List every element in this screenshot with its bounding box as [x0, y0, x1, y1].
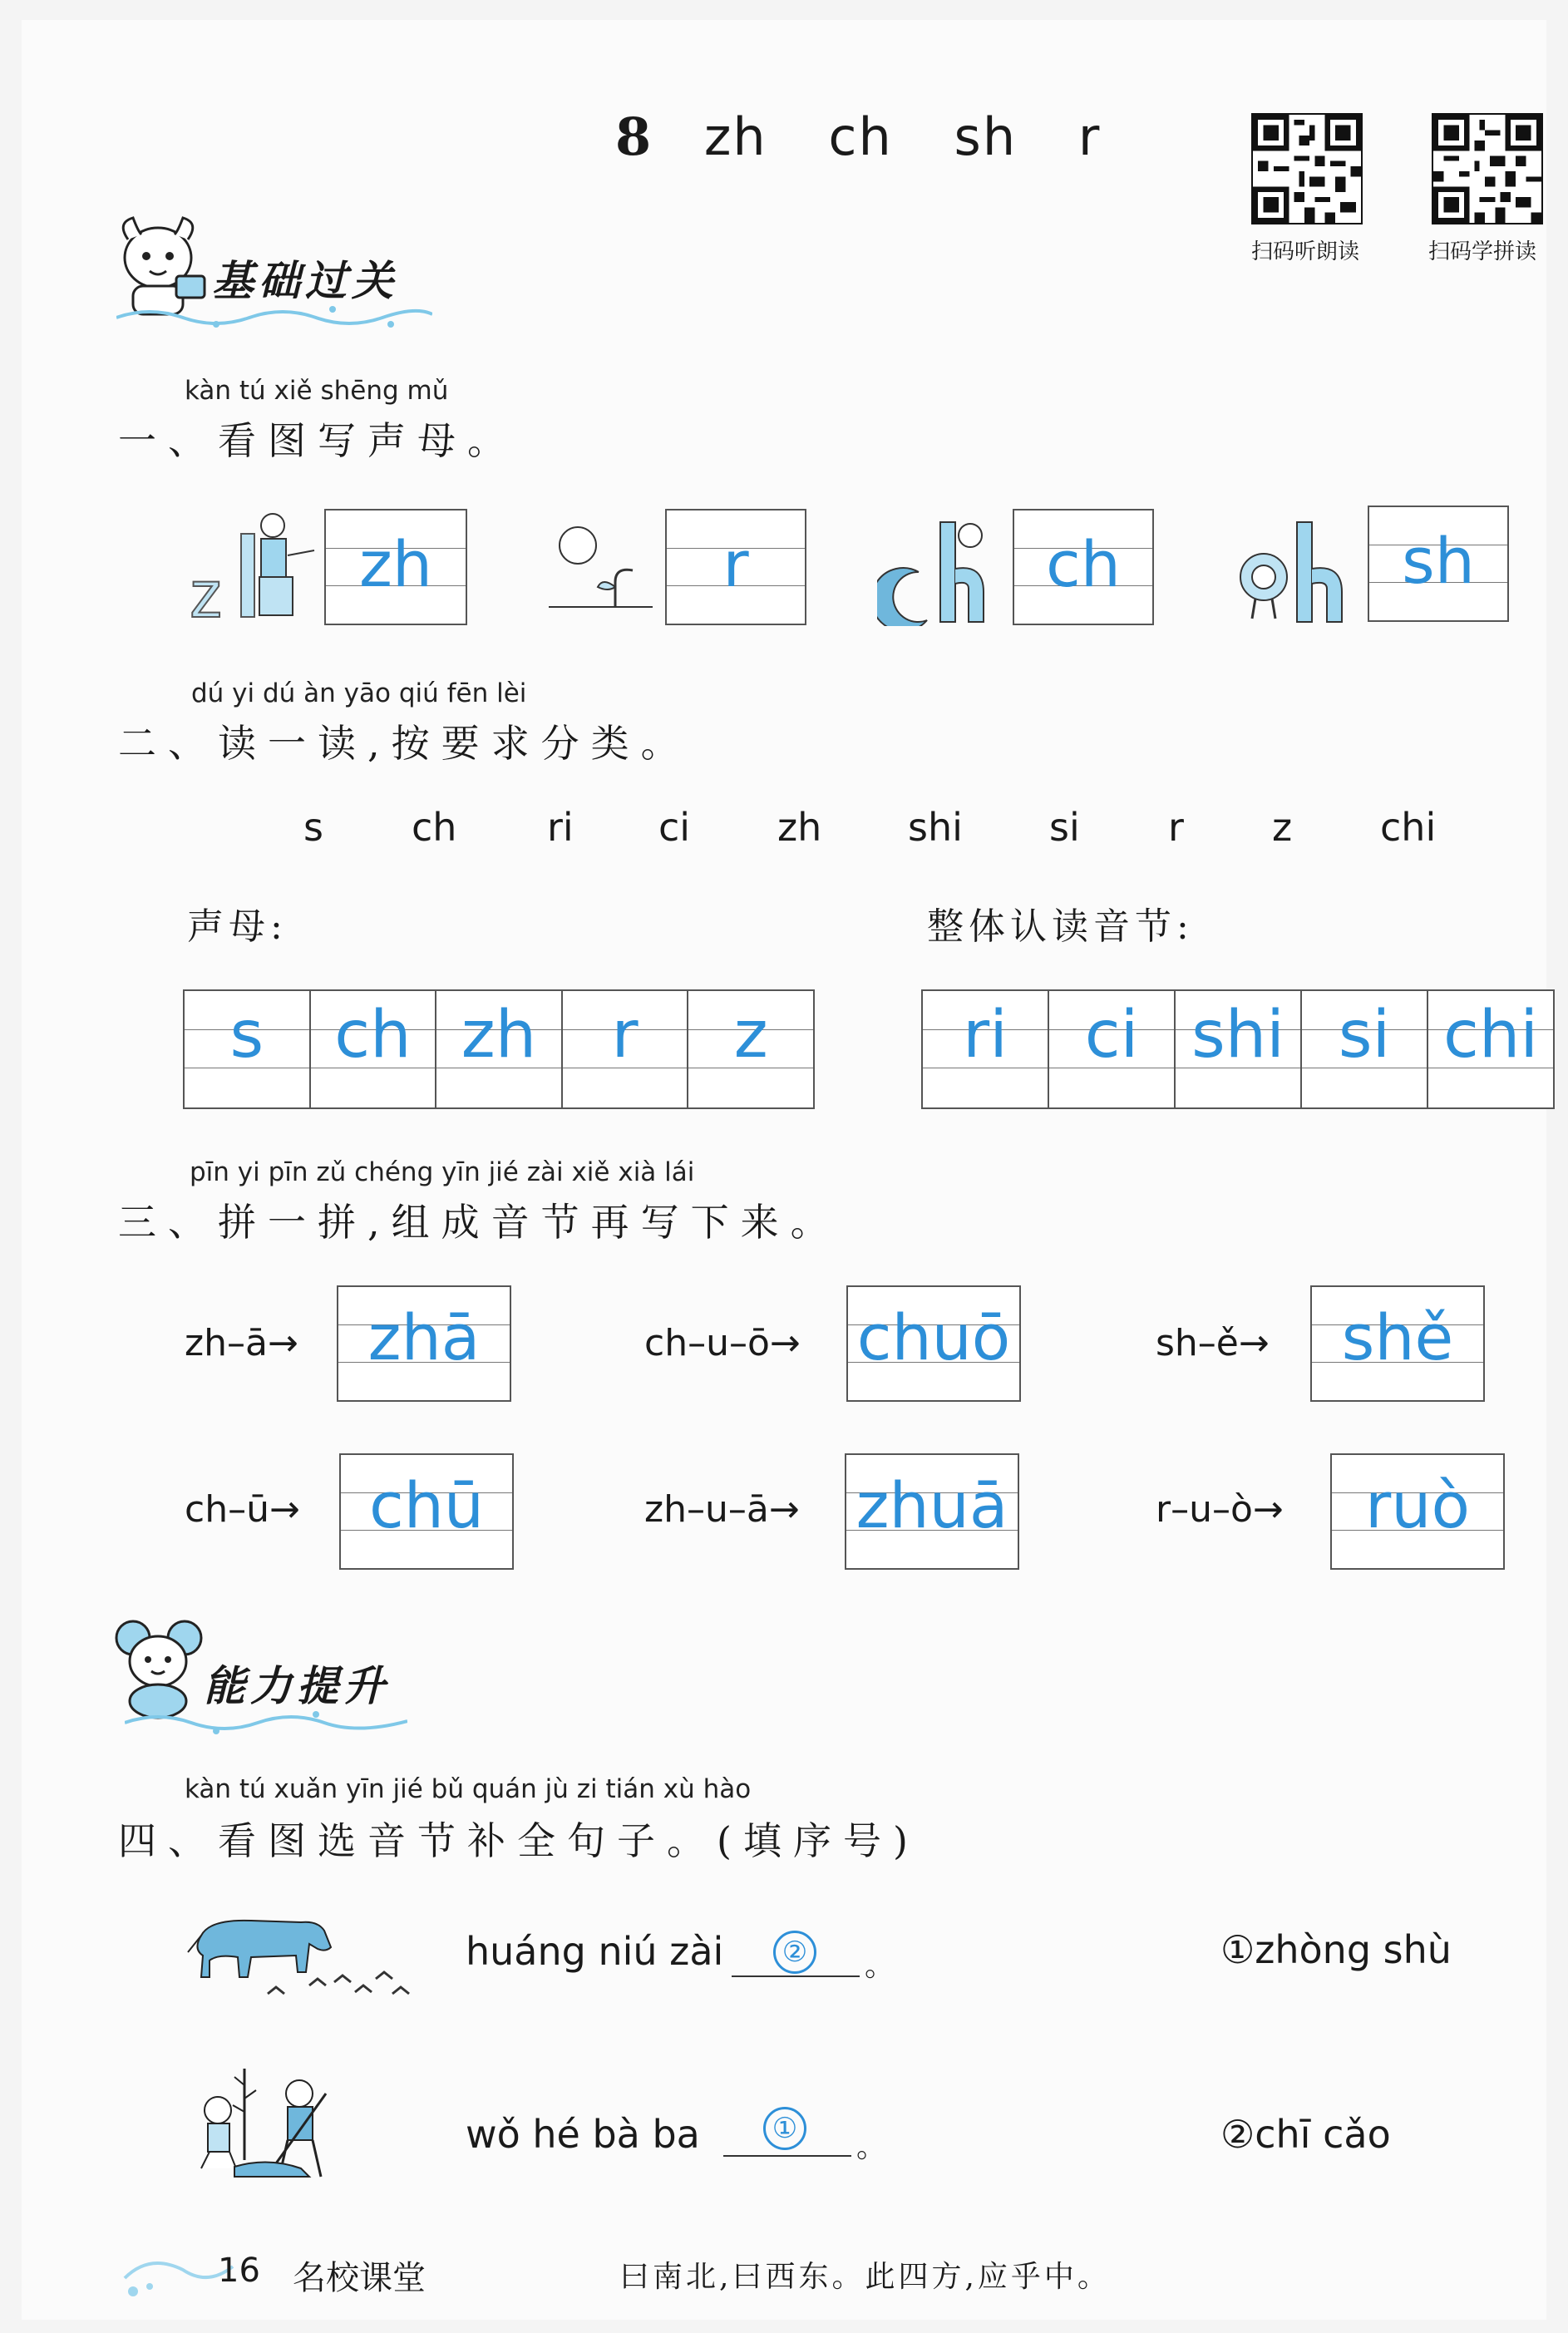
section-advanced-title: 能力提升 — [204, 1661, 390, 1710]
cow-grazing-picture — [185, 1902, 426, 2010]
q2-whole-cell[interactable] — [923, 991, 1049, 1107]
qr-code-listen[interactable] — [1251, 113, 1363, 224]
q4-pinyin: kàn tú xuǎn yīn jié bǔ quán jù zi tián xù hào — [185, 1774, 752, 1804]
q3-answer: ruò — [1365, 1468, 1470, 1542]
q3-equation: sh–ě→ — [1156, 1322, 1270, 1364]
q2-syllable: z — [1272, 805, 1293, 850]
q2-syllable: si — [1049, 805, 1080, 850]
q2-initials-cell[interactable] — [311, 991, 437, 1107]
q1-answer-box[interactable] — [1368, 506, 1509, 622]
q2-initials-grid[interactable] — [183, 989, 815, 1109]
q4-answer: ① — [763, 2107, 806, 2150]
q2-syllable: shi — [908, 805, 963, 850]
book-brand: 名校课堂 — [293, 2259, 426, 2297]
q4-option: ①zhòng shù — [1220, 1927, 1452, 1972]
q2-initials-cell[interactable] — [185, 991, 311, 1107]
q1-answer: r — [722, 527, 749, 601]
title-initial: r — [1077, 106, 1102, 167]
q2-whole-answer: ci — [1084, 998, 1139, 1073]
q2-syllable: s — [303, 805, 323, 850]
q2-whole-answer: ri — [963, 998, 1008, 1073]
q4-sentence-end: 。 — [856, 2130, 887, 2164]
q3-answer: zhā — [367, 1300, 481, 1374]
q3-answer: chuō — [856, 1300, 1011, 1374]
q2-whole-cell[interactable] — [1302, 991, 1428, 1107]
q2-initials-cell[interactable] — [436, 991, 563, 1107]
q2-initials-answer: z — [733, 998, 768, 1073]
q3-answer-box[interactable] — [1310, 1285, 1485, 1402]
q2-whole-syllable-grid[interactable] — [921, 989, 1555, 1109]
q1-answer-box[interactable] — [1013, 509, 1154, 625]
q3-answer: shě — [1341, 1300, 1454, 1374]
q3-equation: zh–u–ā→ — [644, 1488, 800, 1531]
sunrise-sprout-r-picture — [545, 515, 661, 624]
q2-whole-answer: chi — [1443, 998, 1538, 1073]
q2-syllable: ri — [547, 805, 574, 850]
q2-prompt: 二、读一读,按要求分类。 — [118, 721, 691, 766]
wave-decoration — [116, 299, 432, 333]
q2-whole-cell[interactable] — [1176, 991, 1302, 1107]
q2-syllable-list — [0, 805, 1568, 855]
q3-answer: chū — [368, 1468, 485, 1542]
q3-equation: zh–ā→ — [185, 1322, 298, 1364]
q1-answer: zh — [358, 527, 433, 601]
q2-syllable: ch — [412, 805, 457, 850]
q4-sentence-end: 。 — [865, 1949, 895, 1983]
qr-caption-listen: 扫码听朗读 — [1251, 239, 1360, 264]
q2-whole-cell[interactable] — [1049, 991, 1176, 1107]
q2-initials-answer: ch — [334, 998, 412, 1073]
q3-answer: zhuā — [855, 1468, 1008, 1542]
q3-equation: ch–ū→ — [185, 1488, 300, 1531]
q1-answer-box[interactable] — [665, 509, 806, 625]
lion-chair-sh-picture — [1230, 506, 1363, 626]
q4-blank[interactable] — [723, 2155, 851, 2157]
girl-knitting-zh-picture — [190, 509, 323, 625]
page-number: 16 — [218, 2252, 260, 2290]
q3-equation: r–u–ò→ — [1156, 1488, 1284, 1531]
moon-chair-ch-picture — [877, 506, 1010, 626]
q4-sentence: huáng niú zài — [466, 1929, 724, 1974]
q2-syllable: chi — [1380, 805, 1437, 850]
q3-equation: ch–u–ō→ — [644, 1322, 801, 1364]
q2-whole-answer: si — [1338, 998, 1391, 1073]
q2-whole-answer: shi — [1191, 998, 1284, 1073]
q2-syllable: ci — [658, 805, 691, 850]
q2-initials-cell[interactable] — [563, 991, 689, 1107]
qr-code-pinyin[interactable] — [1432, 113, 1543, 224]
q2-initials-answer: s — [229, 998, 264, 1073]
q2-syllable: zh — [777, 805, 822, 850]
svg-text:z: z — [190, 557, 223, 625]
title-initial: ch — [828, 106, 893, 167]
q2-initials-label: 声母: — [187, 905, 288, 948]
q3-answer-box[interactable] — [1330, 1453, 1505, 1570]
lesson-number: 8 — [615, 106, 653, 167]
title-initial: sh — [954, 106, 1018, 167]
footer-verse: 曰南北,曰西东。此四方,应乎中。 — [619, 2260, 1111, 2294]
q3-answer-box[interactable] — [845, 1453, 1019, 1570]
q3-prompt: 三、拼一拼,组成音节再写下来。 — [118, 1200, 841, 1245]
qr-caption-pinyin: 扫码学拼读 — [1428, 239, 1537, 264]
q3-pinyin: pīn yi pīn zǔ chéng yīn jié zài xiě xià lái — [190, 1157, 695, 1187]
q2-pinyin: dú yi dú àn yāo qiú fēn lèi — [191, 678, 527, 708]
q4-answer: ② — [773, 1931, 816, 1974]
q2-syllable: r — [1168, 805, 1184, 850]
q2-initials-answer: r — [611, 998, 639, 1073]
q2-initials-cell[interactable] — [688, 991, 813, 1107]
section-basic-title: 基础过关 — [212, 256, 398, 305]
q2-initials-answer: zh — [461, 998, 537, 1073]
q4-blank[interactable] — [732, 1975, 860, 1977]
q1-prompt: 一、看图写声母。 — [118, 418, 517, 463]
q3-answer-box[interactable] — [337, 1285, 511, 1402]
q4-prompt: 四、看图选音节补全句子。(填序号) — [118, 1818, 920, 1863]
title-initial: zh — [703, 106, 767, 167]
q2-whole-cell[interactable] — [1428, 991, 1553, 1107]
q3-answer-box[interactable] — [339, 1453, 514, 1570]
q1-answer-box[interactable] — [324, 509, 467, 625]
q1-answer: sh — [1402, 524, 1475, 598]
q1-pinyin: kàn tú xiě shēng mǔ — [185, 376, 449, 406]
wave-decoration — [125, 1706, 407, 1739]
lesson-title — [615, 106, 1144, 167]
q1-answer: ch — [1046, 527, 1121, 601]
planting-tree-picture — [185, 2060, 359, 2185]
q2-whole-syllable-label: 整体认读音节: — [927, 905, 1194, 948]
q4-sentence: wǒ hé bà ba — [466, 2112, 700, 2157]
q4-option: ②chī cǎo — [1220, 2112, 1391, 2157]
q3-answer-box[interactable] — [846, 1285, 1021, 1402]
